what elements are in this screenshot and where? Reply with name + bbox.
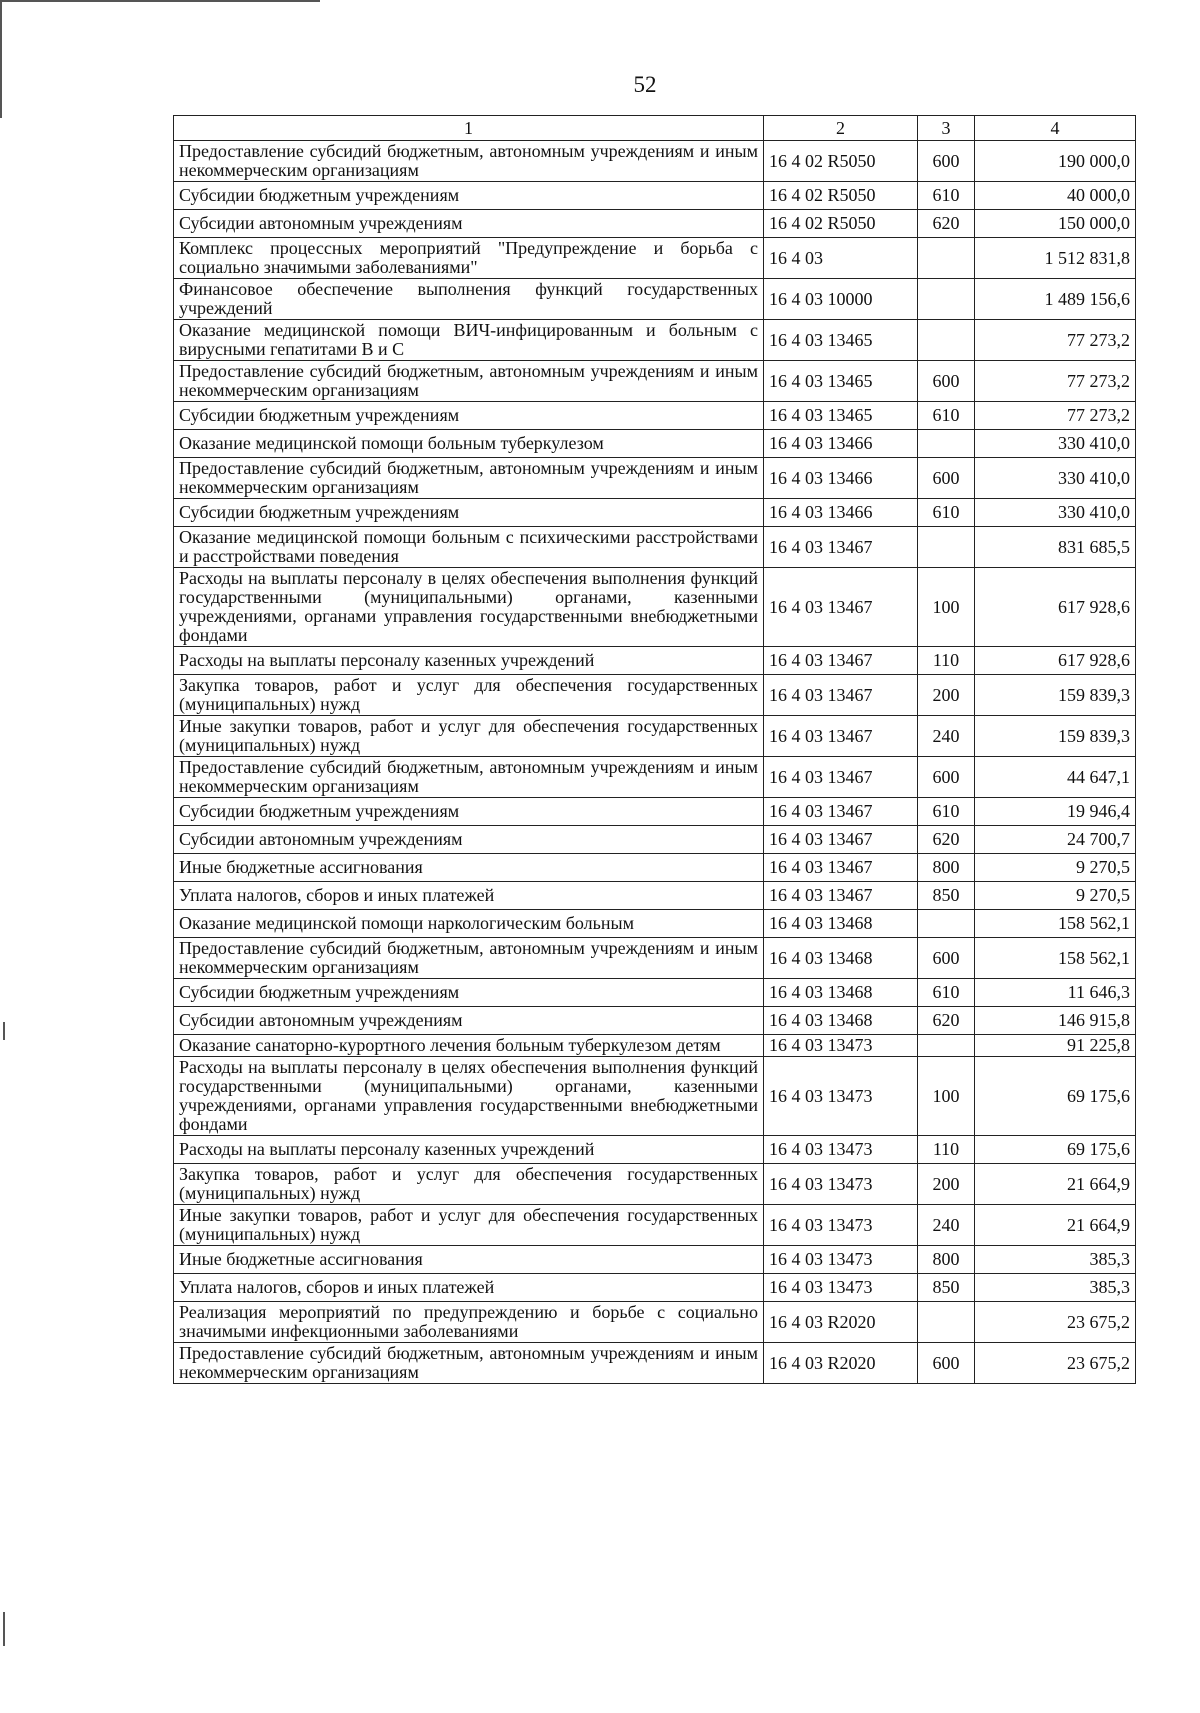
row-code: 16 4 03 13473 bbox=[764, 1246, 918, 1274]
row-expense-type: 200 bbox=[918, 675, 975, 716]
row-amount: 11 646,3 bbox=[975, 979, 1136, 1007]
row-code: 16 4 02 R5050 bbox=[764, 182, 918, 210]
row-amount: 617 928,6 bbox=[975, 647, 1136, 675]
row-code: 16 4 03 13467 bbox=[764, 798, 918, 826]
row-code: 16 4 03 13465 bbox=[764, 320, 918, 361]
row-name: Субсидии автономным учреждениям bbox=[174, 1007, 764, 1035]
row-amount: 159 839,3 bbox=[975, 716, 1136, 757]
row-amount: 158 562,1 bbox=[975, 910, 1136, 938]
row-code: 16 4 03 13466 bbox=[764, 458, 918, 499]
row-amount: 150 000,0 bbox=[975, 210, 1136, 238]
row-code: 16 4 03 13468 bbox=[764, 910, 918, 938]
table-row bbox=[174, 141, 1136, 182]
row-name: Предоставление субсидий бюджетным, автономным учреждениям и иным некоммерческим организациям bbox=[174, 1343, 764, 1384]
row-name: Субсидии автономным учреждениям bbox=[174, 210, 764, 238]
row-code: 16 4 02 R5050 bbox=[764, 141, 918, 182]
row-amount: 69 175,6 bbox=[975, 1136, 1136, 1164]
row-code: 16 4 03 13467 bbox=[764, 826, 918, 854]
table-row bbox=[174, 716, 1136, 757]
row-code: 16 4 03 13465 bbox=[764, 361, 918, 402]
row-expense-type: 600 bbox=[918, 757, 975, 798]
row-name: Субсидии автономным учреждениям bbox=[174, 826, 764, 854]
table-row bbox=[174, 458, 1136, 499]
table-row bbox=[174, 402, 1136, 430]
column-header: 4 bbox=[975, 116, 1136, 141]
row-expense-type bbox=[918, 320, 975, 361]
row-expense-type: 110 bbox=[918, 647, 975, 675]
table-row bbox=[174, 910, 1136, 938]
row-name: Закупка товаров, работ и услуг для обеспечения государственных (муниципальных) нужд bbox=[174, 675, 764, 716]
row-code: 16 4 03 13466 bbox=[764, 499, 918, 527]
row-code: 16 4 03 13468 bbox=[764, 979, 918, 1007]
row-expense-type: 600 bbox=[918, 938, 975, 979]
row-name: Оказание медицинской помощи больным туберкулезом bbox=[174, 430, 764, 458]
column-header: 1 bbox=[174, 116, 764, 141]
row-expense-type: 610 bbox=[918, 979, 975, 1007]
row-amount: 190 000,0 bbox=[975, 141, 1136, 182]
row-code: 16 4 03 13467 bbox=[764, 675, 918, 716]
row-amount: 9 270,5 bbox=[975, 882, 1136, 910]
row-code: 16 4 03 13468 bbox=[764, 1007, 918, 1035]
row-expense-type bbox=[918, 1035, 975, 1057]
table-row bbox=[174, 1302, 1136, 1343]
row-name: Оказание медицинской помощи больным с психическими расстройствами и расстройствами поведения bbox=[174, 527, 764, 568]
row-code: 16 4 03 13473 bbox=[764, 1035, 918, 1057]
table-row bbox=[174, 361, 1136, 402]
header-row bbox=[174, 116, 1136, 141]
row-amount: 77 273,2 bbox=[975, 320, 1136, 361]
row-code: 16 4 03 R2020 bbox=[764, 1302, 918, 1343]
row-expense-type: 100 bbox=[918, 1057, 975, 1136]
row-expense-type: 600 bbox=[918, 458, 975, 499]
row-name: Субсидии бюджетным учреждениям bbox=[174, 798, 764, 826]
row-code: 16 4 03 13467 bbox=[764, 716, 918, 757]
row-name: Иные бюджетные ассигнования bbox=[174, 854, 764, 882]
row-name: Расходы на выплаты персоналу казенных учреждений bbox=[174, 647, 764, 675]
row-name: Оказание медицинской помощи ВИЧ-инфицированным и больным с вирусными гепатитами В и С bbox=[174, 320, 764, 361]
row-code: 16 4 03 10000 bbox=[764, 279, 918, 320]
row-code: 16 4 03 13467 bbox=[764, 882, 918, 910]
row-amount: 9 270,5 bbox=[975, 854, 1136, 882]
row-name: Оказание санаторно-курортного лечения больным туберкулезом детям bbox=[174, 1035, 764, 1057]
table-row bbox=[174, 979, 1136, 1007]
row-name: Расходы на выплаты персоналу в целях обеспечения выполнения функций государственными (муниципальными) органами, казенными учреждениями, органами управления государственными внебюджетными фондами bbox=[174, 1057, 764, 1136]
table-row bbox=[174, 210, 1136, 238]
row-name: Предоставление субсидий бюджетным, автономным учреждениям и иным некоммерческим организациям bbox=[174, 361, 764, 402]
row-expense-type: 100 bbox=[918, 568, 975, 647]
row-expense-type bbox=[918, 279, 975, 320]
row-expense-type: 610 bbox=[918, 499, 975, 527]
row-amount: 23 675,2 bbox=[975, 1302, 1136, 1343]
table-row bbox=[174, 527, 1136, 568]
row-amount: 330 410,0 bbox=[975, 430, 1136, 458]
row-expense-type bbox=[918, 238, 975, 279]
table-row bbox=[174, 1164, 1136, 1205]
row-code: 16 4 03 13473 bbox=[764, 1274, 918, 1302]
row-expense-type bbox=[918, 430, 975, 458]
row-expense-type: 850 bbox=[918, 882, 975, 910]
row-name: Оказание медицинской помощи наркологическим больным bbox=[174, 910, 764, 938]
table-row bbox=[174, 568, 1136, 647]
row-amount: 19 946,4 bbox=[975, 798, 1136, 826]
row-amount: 1 512 831,8 bbox=[975, 238, 1136, 279]
row-amount: 330 410,0 bbox=[975, 458, 1136, 499]
row-expense-type: 800 bbox=[918, 1246, 975, 1274]
row-name: Субсидии бюджетным учреждениям bbox=[174, 402, 764, 430]
row-name: Предоставление субсидий бюджетным, автономным учреждениям и иным некоммерческим организациям bbox=[174, 938, 764, 979]
row-code: 16 4 03 13473 bbox=[764, 1057, 918, 1136]
row-amount: 91 225,8 bbox=[975, 1035, 1136, 1057]
row-expense-type bbox=[918, 527, 975, 568]
table-row bbox=[174, 1205, 1136, 1246]
table-row bbox=[174, 647, 1136, 675]
row-amount: 385,3 bbox=[975, 1246, 1136, 1274]
scan-edge-mark bbox=[0, 0, 320, 2]
row-name: Реализация мероприятий по предупреждению и борьбе с социально значимыми инфекционными заболеваниями bbox=[174, 1302, 764, 1343]
row-amount: 21 664,9 bbox=[975, 1205, 1136, 1246]
row-name: Комплекс процессных мероприятий "Предупреждение и борьба с социально значимыми заболеваниями" bbox=[174, 238, 764, 279]
table-row bbox=[174, 1007, 1136, 1035]
row-expense-type bbox=[918, 910, 975, 938]
row-code: 16 4 03 13473 bbox=[764, 1164, 918, 1205]
row-expense-type: 610 bbox=[918, 402, 975, 430]
row-name: Закупка товаров, работ и услуг для обеспечения государственных (муниципальных) нужд bbox=[174, 1164, 764, 1205]
row-name: Расходы на выплаты персоналу в целях обеспечения выполнения функций государственными (муниципальными) органами, казенными учреждениями, органами управления государственными внебюджетными фондами bbox=[174, 568, 764, 647]
table-row bbox=[174, 430, 1136, 458]
row-expense-type: 620 bbox=[918, 826, 975, 854]
row-amount: 69 175,6 bbox=[975, 1057, 1136, 1136]
budget-table bbox=[173, 115, 1136, 1384]
row-amount: 21 664,9 bbox=[975, 1164, 1136, 1205]
row-amount: 831 685,5 bbox=[975, 527, 1136, 568]
row-amount: 40 000,0 bbox=[975, 182, 1136, 210]
table-row bbox=[174, 499, 1136, 527]
row-expense-type: 610 bbox=[918, 798, 975, 826]
row-expense-type: 620 bbox=[918, 1007, 975, 1035]
row-name: Субсидии бюджетным учреждениям bbox=[174, 182, 764, 210]
row-amount: 1 489 156,6 bbox=[975, 279, 1136, 320]
scan-edge-mark bbox=[0, 0, 2, 118]
row-amount: 385,3 bbox=[975, 1274, 1136, 1302]
row-expense-type: 610 bbox=[918, 182, 975, 210]
row-amount: 146 915,8 bbox=[975, 1007, 1136, 1035]
row-name: Иные закупки товаров, работ и услуг для обеспечения государственных (муниципальных) нужд bbox=[174, 716, 764, 757]
row-name: Субсидии бюджетным учреждениям bbox=[174, 979, 764, 1007]
row-code: 16 4 03 13467 bbox=[764, 568, 918, 647]
table-row bbox=[174, 1246, 1136, 1274]
row-amount: 617 928,6 bbox=[975, 568, 1136, 647]
table-row bbox=[174, 675, 1136, 716]
row-code: 16 4 03 13466 bbox=[764, 430, 918, 458]
row-code: 16 4 02 R5050 bbox=[764, 210, 918, 238]
table-row bbox=[174, 826, 1136, 854]
page-number: 52 bbox=[633, 72, 657, 97]
row-expense-type bbox=[918, 1302, 975, 1343]
table-row bbox=[174, 1136, 1136, 1164]
row-code: 16 4 03 bbox=[764, 238, 918, 279]
table-row bbox=[174, 757, 1136, 798]
row-code: 16 4 03 13467 bbox=[764, 647, 918, 675]
table-row bbox=[174, 1343, 1136, 1384]
row-amount: 77 273,2 bbox=[975, 361, 1136, 402]
row-code: 16 4 03 13467 bbox=[764, 854, 918, 882]
row-code: 16 4 03 13473 bbox=[764, 1136, 918, 1164]
table-row bbox=[174, 1057, 1136, 1136]
table-row bbox=[174, 182, 1136, 210]
row-name: Предоставление субсидий бюджетным, автономным учреждениям и иным некоммерческим организациям bbox=[174, 141, 764, 182]
column-header: 3 bbox=[918, 116, 975, 141]
table-row bbox=[174, 882, 1136, 910]
row-code: 16 4 03 13465 bbox=[764, 402, 918, 430]
row-expense-type: 600 bbox=[918, 141, 975, 182]
row-amount: 77 273,2 bbox=[975, 402, 1136, 430]
table-row bbox=[174, 1274, 1136, 1302]
row-name: Уплата налогов, сборов и иных платежей bbox=[174, 882, 764, 910]
table-row bbox=[174, 279, 1136, 320]
row-expense-type: 620 bbox=[918, 210, 975, 238]
row-name: Уплата налогов, сборов и иных платежей bbox=[174, 1274, 764, 1302]
row-amount: 158 562,1 bbox=[975, 938, 1136, 979]
table-row bbox=[174, 938, 1136, 979]
row-expense-type: 600 bbox=[918, 361, 975, 402]
row-amount: 159 839,3 bbox=[975, 675, 1136, 716]
table-row bbox=[174, 798, 1136, 826]
table-row bbox=[174, 238, 1136, 279]
row-expense-type: 600 bbox=[918, 1343, 975, 1384]
table-row bbox=[174, 320, 1136, 361]
table-row bbox=[174, 854, 1136, 882]
row-name: Финансовое обеспечение выполнения функций государственных учреждений bbox=[174, 279, 764, 320]
row-name: Расходы на выплаты персоналу казенных учреждений bbox=[174, 1136, 764, 1164]
row-code: 16 4 03 13473 bbox=[764, 1205, 918, 1246]
row-expense-type: 800 bbox=[918, 854, 975, 882]
row-code: 16 4 03 13468 bbox=[764, 938, 918, 979]
row-expense-type: 110 bbox=[918, 1136, 975, 1164]
scan-edge-mark bbox=[3, 1612, 5, 1646]
row-amount: 44 647,1 bbox=[975, 757, 1136, 798]
row-name: Иные бюджетные ассигнования bbox=[174, 1246, 764, 1274]
column-header: 2 bbox=[764, 116, 918, 141]
row-amount: 23 675,2 bbox=[975, 1343, 1136, 1384]
table-body bbox=[174, 141, 1136, 1384]
row-code: 16 4 03 R2020 bbox=[764, 1343, 918, 1384]
row-expense-type: 240 bbox=[918, 716, 975, 757]
row-expense-type: 240 bbox=[918, 1205, 975, 1246]
row-expense-type: 850 bbox=[918, 1274, 975, 1302]
row-name: Предоставление субсидий бюджетным, автономным учреждениям и иным некоммерческим организациям bbox=[174, 757, 764, 798]
table-row bbox=[174, 1035, 1136, 1057]
row-name: Субсидии бюджетным учреждениям bbox=[174, 499, 764, 527]
row-amount: 330 410,0 bbox=[975, 499, 1136, 527]
scan-edge-mark bbox=[3, 1022, 5, 1040]
row-name: Иные закупки товаров, работ и услуг для обеспечения государственных (муниципальных) нужд bbox=[174, 1205, 764, 1246]
row-amount: 24 700,7 bbox=[975, 826, 1136, 854]
row-expense-type: 200 bbox=[918, 1164, 975, 1205]
row-name: Предоставление субсидий бюджетным, автономным учреждениям и иным некоммерческим организациям bbox=[174, 458, 764, 499]
row-code: 16 4 03 13467 bbox=[764, 757, 918, 798]
row-code: 16 4 03 13467 bbox=[764, 527, 918, 568]
